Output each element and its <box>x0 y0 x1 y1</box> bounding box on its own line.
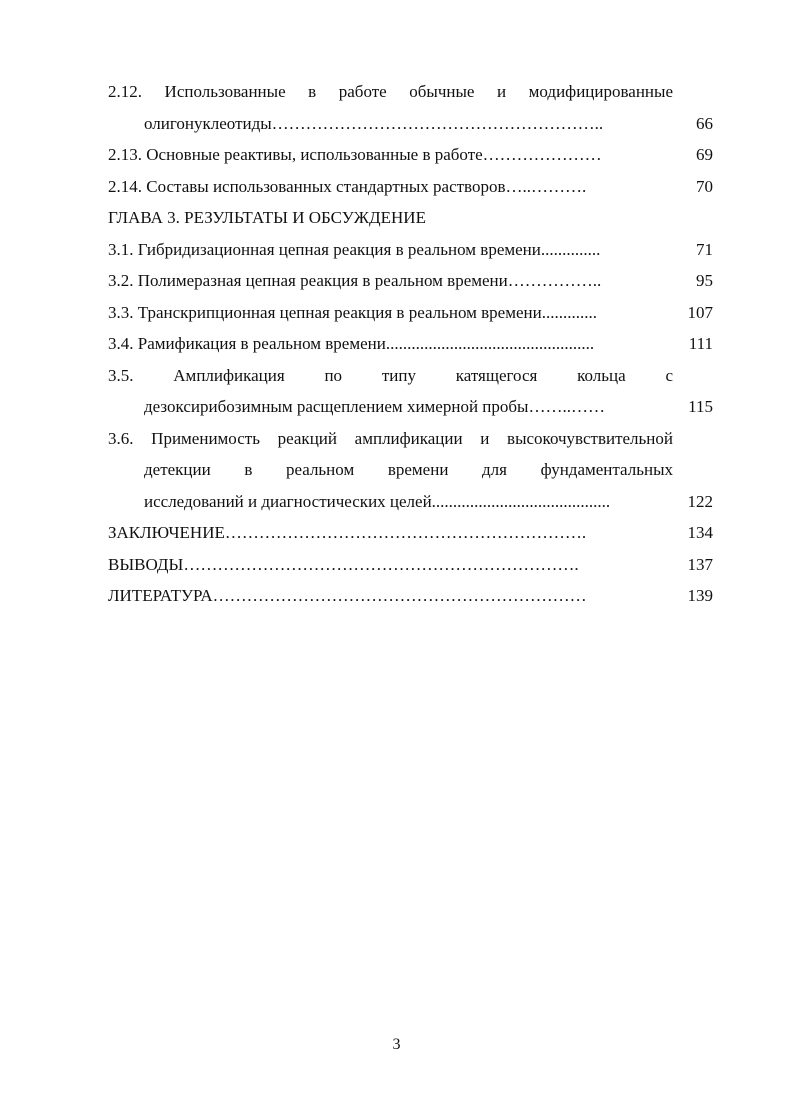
toc-entry-text: 3.5. Амплификация по типу катящегося кольца с <box>108 365 673 385</box>
toc-entry-text: 3.2. Полимеразная цепная реакция в реальном времени…………….. <box>108 271 602 290</box>
toc-entry-text: исследований и диагностических целей.......................................... <box>144 491 611 511</box>
toc-page-number: 107 <box>687 302 713 322</box>
toc-entry-text: ЛИТЕРАТУРА………………………………………………………… <box>108 586 587 605</box>
toc-entry-text: детекции в реальном времени для фундаментальных <box>144 460 673 479</box>
toc-entry-conclusion <box>108 517 713 549</box>
toc-entry-3-5-line2 <box>108 391 713 423</box>
toc-entry-references <box>108 580 713 612</box>
toc-page-number: 134 <box>687 523 713 542</box>
toc-page-number: 66 <box>696 113 713 133</box>
toc-entry-3-2 <box>108 265 713 297</box>
toc-entry-3-5-line1 <box>108 360 713 392</box>
toc-entry-3-1 <box>108 234 713 266</box>
toc-entry-text: 3.1. Гибридизационная цепная реакция в реальном времени.............. <box>108 239 601 259</box>
toc-entry-text: ВЫВОДЫ……………………………………………………………. <box>108 554 579 574</box>
toc-entry-text: 2.13. Основные реактивы, использованные в работе………………… <box>108 145 602 164</box>
toc-page-number: 111 <box>688 334 713 353</box>
toc-entry-text: 3.3. Транскрипционная цепная реакция в реальном времени............. <box>108 302 597 322</box>
toc-page-number: 139 <box>687 586 713 605</box>
toc-entry-3-6-line1 <box>108 423 713 455</box>
toc-entry-2-12-line1 <box>108 76 713 108</box>
toc-entry-text: олигонуклеотиды………………………………………………….. <box>144 113 604 133</box>
page-number: 3 <box>392 1036 401 1053</box>
table-of-contents <box>108 76 713 612</box>
toc-page-number: 137 <box>687 554 713 574</box>
toc-entry-text: ЗАКЛЮЧЕНИЕ………………………………………………………. <box>108 523 587 542</box>
toc-entry-text: дезоксирибозимным расщеплением химерной пробы……..…… <box>144 397 605 416</box>
toc-entry-text: 3.6. Применимость реакций амплификации и высокочувствительной <box>108 428 673 448</box>
toc-entry-3-4 <box>108 328 713 360</box>
toc-page-number: 71 <box>696 239 713 259</box>
toc-page-number: 115 <box>688 397 713 416</box>
toc-entry-2-12-line2 <box>108 108 713 140</box>
toc-entry-2-14 <box>108 171 713 203</box>
toc-entry-3-6-line3 <box>108 486 713 518</box>
toc-page-number: 69 <box>696 145 713 164</box>
toc-entry-text: 2.14. Составы использованных стандартных растворов…..………. <box>108 176 587 196</box>
toc-entry-text: 2.12. Использованные в работе обычные и модифицированные <box>108 82 673 101</box>
toc-entry-text: 3.4. Рамификация в реальном времени................................................. <box>108 334 595 353</box>
toc-entry-3-6-line2 <box>108 454 713 486</box>
toc-page-number: 70 <box>696 176 713 196</box>
toc-entry-findings <box>108 549 713 581</box>
toc-chapter-heading <box>108 202 713 234</box>
toc-page-number: 122 <box>687 491 713 511</box>
toc-page-number: 95 <box>696 271 713 290</box>
toc-entry-3-3 <box>108 297 713 329</box>
toc-entry-2-13 <box>108 139 713 171</box>
chapter-title: ГЛАВА 3. РЕЗУЛЬТАТЫ И ОБСУЖДЕНИЕ <box>108 208 426 227</box>
